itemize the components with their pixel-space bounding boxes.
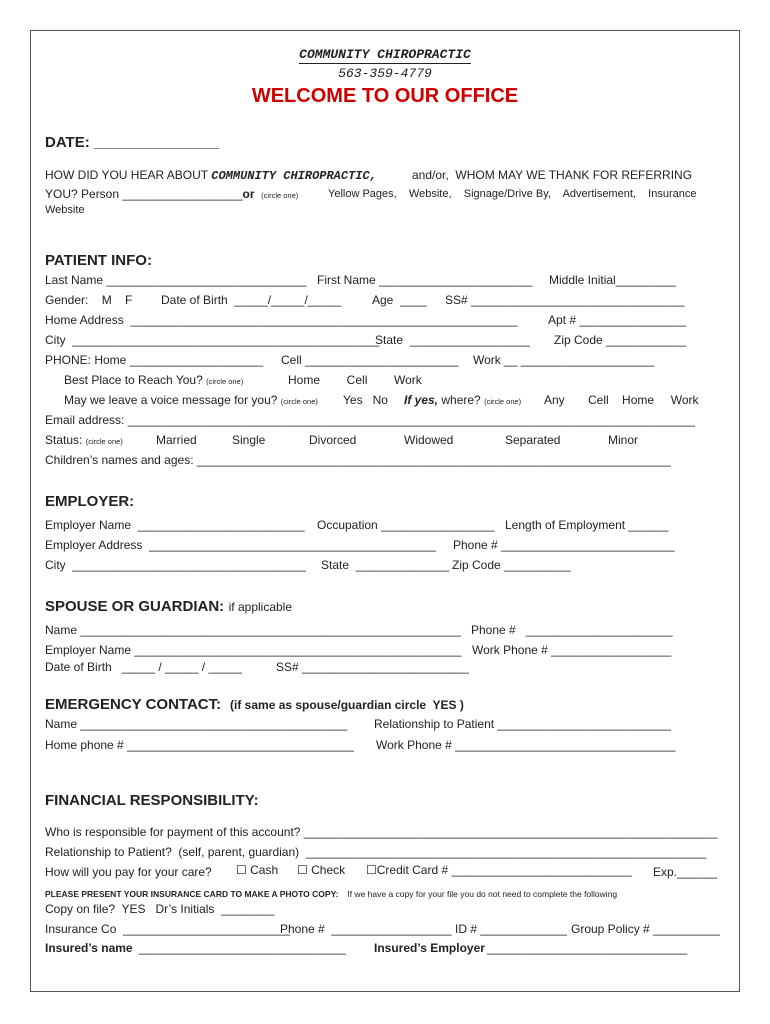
referral-question: HOW DID YOU HEAR ABOUT COMMUNITY CHIROPRACTIC, <box>45 168 377 183</box>
state-field[interactable]: State __________________ <box>375 333 530 347</box>
spouse-heading: SPOUSE OR GUARDIAN: if applicable <box>45 598 293 615</box>
emergency-work-phone-field[interactable]: Work Phone # _________________________________ <box>376 738 676 752</box>
middle-initial-field[interactable]: Middle Initial_________ <box>549 273 676 287</box>
status-separated[interactable]: Separated <box>505 433 561 447</box>
work-phone-field[interactable]: Work __ ____________________ <box>473 353 655 367</box>
cell-phone-field[interactable]: Cell _______________________ <box>281 353 459 367</box>
age-field[interactable]: Age ____ <box>372 293 427 307</box>
occupation-field[interactable]: Occupation _________________ <box>317 518 495 532</box>
dob-field[interactable]: Date of Birth _____/_____/_____ <box>161 293 342 307</box>
patient-info-heading: PATIENT INFO: <box>45 252 152 269</box>
employer-phone-field[interactable]: Phone # __________________________ <box>453 538 675 552</box>
employer-state-field[interactable]: State ______________ <box>321 558 450 572</box>
insured-name-field[interactable]: _______________________________ <box>139 941 346 955</box>
employer-name-field[interactable]: Employer Name _________________________ <box>45 518 305 532</box>
emergency-home-phone-field[interactable]: Home phone # __________________________________ <box>45 738 354 752</box>
status-widowed[interactable]: Widowed <box>404 433 454 447</box>
employer-zip-field[interactable]: Zip Code __________ <box>452 558 571 572</box>
email-field[interactable]: Email address: _____________________________________________________________________________________ <box>45 413 695 427</box>
emergency-name-field[interactable]: Name ________________________________________ <box>45 717 348 731</box>
insurance-co-field[interactable]: Insurance Co _________________________ <box>45 922 290 936</box>
status-single[interactable]: Single <box>232 433 266 447</box>
best-place-label: Best Place to Reach You? (circle one) <box>64 373 244 387</box>
referral-person[interactable]: YOU? Person __________________or (circle one) <box>45 187 299 201</box>
exp-field[interactable]: Exp.______ <box>653 865 718 879</box>
spouse-ssn-field[interactable]: SS# _________________________ <box>276 660 469 674</box>
clinic-phone: 563-359-4779 <box>338 66 432 81</box>
zip-field[interactable]: Zip Code ____________ <box>554 333 687 347</box>
spouse-work-phone-field[interactable]: Work Phone # __________________ <box>472 643 672 657</box>
status-married[interactable]: Married <box>156 433 197 447</box>
spouse-name-field[interactable]: Name _________________________________________________________ <box>45 623 461 637</box>
emergency-heading: EMERGENCY CONTACT: (if same as spouse/guardian circle YES ) <box>45 696 464 713</box>
employer-city-field[interactable]: City ___________________________________ <box>45 558 306 572</box>
insurance-phone-field[interactable]: Phone # __________________ <box>280 922 452 936</box>
length-employment-field[interactable]: Length of Employment ______ <box>505 518 669 532</box>
status-divorced[interactable]: Divorced <box>309 433 357 447</box>
group-policy-field[interactable]: Group Policy # __________ <box>571 922 720 936</box>
insured-employer-field[interactable]: ______________________________ <box>487 941 688 955</box>
referral-options[interactable]: Yellow Pages, Website, Signage/Drive By, Advertisement, Insurance <box>328 188 697 200</box>
voice-where-label: If yes, where? (circle one) <box>404 393 522 407</box>
employer-heading: EMPLOYER: <box>45 493 135 510</box>
checkbox-icon[interactable]: ☐ <box>236 863 247 877</box>
insured-name-label: Insured’s name <box>45 941 133 955</box>
insurance-card-notice: PLEASE PRESENT YOUR INSURANCE CARD TO MAKE A PHOTO COPY: If we have a copy for your file you do not need to complete the following <box>45 889 618 899</box>
gender-field[interactable]: Gender: M F <box>45 293 133 307</box>
check-option[interactable]: ☐ Check <box>297 863 346 877</box>
ssn-field[interactable]: SS# ________________________________ <box>445 293 685 307</box>
financial-heading: FINANCIAL RESPONSIBILITY: <box>45 792 259 809</box>
apt-field[interactable]: Apt # ________________ <box>548 313 687 327</box>
welcome-title: WELCOME TO OUR OFFICE <box>251 85 519 107</box>
status-minor[interactable]: Minor <box>608 433 639 447</box>
date-field[interactable]: DATE: _______________ <box>45 134 220 151</box>
children-field[interactable]: Children’s names and ages: _______________________________________________________________________ <box>45 453 671 467</box>
spouse-employer-field[interactable]: Employer Name _________________________________________________ <box>45 643 462 657</box>
city-field[interactable]: City ______________________________________________ <box>45 333 380 347</box>
home-phone-field[interactable]: PHONE: Home ____________________ <box>45 353 264 367</box>
payment-responsible-field[interactable]: Who is responsible for payment of this account? ______________________________________________________________ <box>45 825 718 839</box>
status-label: Status: (circle one) <box>45 433 123 447</box>
emergency-relationship-field[interactable]: Relationship to Patient __________________________ <box>374 717 671 731</box>
cash-option[interactable]: ☐ Cash <box>236 863 279 877</box>
checkbox-icon[interactable]: ☐ <box>366 863 377 877</box>
last-name-field[interactable]: Last Name ______________________________ <box>45 273 307 287</box>
home-address-field[interactable]: Home Address __________________________________________________________ <box>45 313 518 327</box>
relationship-to-patient-field[interactable]: Relationship to Patient? (self, parent, guardian) ____________________________________________________________ <box>45 845 707 859</box>
voice-yes-no[interactable]: Yes No <box>343 393 388 407</box>
pay-method-label: How will you pay for your care? <box>45 865 212 879</box>
insurance-id-field[interactable]: ID # _____________ <box>455 922 568 936</box>
voice-where-options[interactable]: Any Cell Home Work <box>544 393 699 407</box>
referral-thank: and/or, WHOM MAY WE THANK FOR REFERRING <box>412 168 693 182</box>
spouse-phone-field[interactable]: Phone # ______________________ <box>471 623 673 637</box>
spouse-dob-field[interactable]: Date of Birth _____ / _____ / _____ <box>45 660 242 674</box>
copy-on-file-field[interactable]: Copy on file? YES Dr’s Initials ________ <box>45 902 275 916</box>
first-name-field[interactable]: First Name _______________________ <box>317 273 533 287</box>
credit-card-option[interactable]: ☐Credit Card # ___________________________ <box>366 863 632 877</box>
insured-employer-label: Insured’s Employer <box>374 941 485 955</box>
best-place-options[interactable]: Home Cell Work <box>288 373 422 387</box>
clinic-name: COMMUNITY CHIROPRACTIC <box>299 47 471 62</box>
voice-message-label: May we leave a voice message for you? (circle one) <box>64 393 318 407</box>
employer-address-field[interactable]: Employer Address ___________________________________________ <box>45 538 437 552</box>
referral-website[interactable]: Website <box>45 204 85 216</box>
checkbox-icon[interactable]: ☐ <box>297 863 308 877</box>
